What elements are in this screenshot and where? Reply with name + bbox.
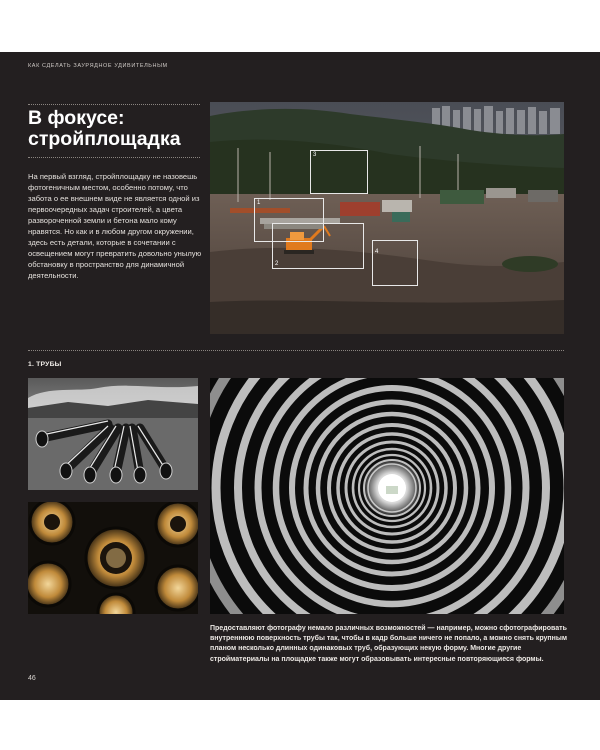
running-head: КАК СДЕЛАТЬ ЗАУРЯДНОЕ УДИВИТЕЛЬНЫМ (28, 63, 168, 69)
pipes-caption: Предоставляют фотографу немало различных возможностей — например, можно сфотографировать внутреннюю поверхность трубы так, чтобы в кадр больше ничего не попало, а можно снять крупным планом несколько длинных одинаковых труб, образующих некую форму. Многие другие стройматериалы на площадке также могут образовывать интересные повторяющиеся формы. (210, 625, 568, 663)
zone-number: 2 (275, 261, 279, 267)
book-page (0, 52, 600, 700)
zone-box-2 (272, 223, 364, 269)
intro-paragraph: На первый взгляд, стройплощадку не назовешь фотогеничным местом, особенно потому, что забота о ее внешнем виде не является одной из первоочередных задач строителей, а цвета развороченной земли и бетона мало кому нравятся. Но как и в любом другом окружении, здесь есть детали, которые в сочетании с освещением могут превратить довольно унылую обстановку в пространство для динамичной деятельности. (28, 172, 202, 280)
pipe-ends-illustration (28, 502, 198, 614)
zone-number: 1 (257, 200, 261, 206)
zone-number: 3 (313, 152, 317, 158)
page-number: 46 (28, 675, 36, 682)
section-label-pipes: 1. ТРУБЫ (28, 361, 62, 368)
pipes-outdoor-photo (28, 378, 198, 490)
pipe-ends-photo (28, 502, 198, 614)
construction-site-photo (210, 102, 564, 334)
page-title (28, 108, 203, 150)
title-line-1: В фокусе: (28, 107, 125, 129)
section-rule (28, 350, 564, 351)
title-bottom-rule (28, 157, 200, 158)
pipes-outdoor-illustration (28, 378, 198, 490)
zone-box-3 (310, 150, 368, 194)
title-top-rule (28, 104, 200, 105)
pipe-interior-photo (210, 378, 564, 614)
zone-number: 4 (375, 249, 379, 255)
zone-box-4 (372, 240, 418, 286)
title-line-2: стройплощадка (28, 128, 181, 150)
pipe-interior-illustration (210, 378, 564, 614)
